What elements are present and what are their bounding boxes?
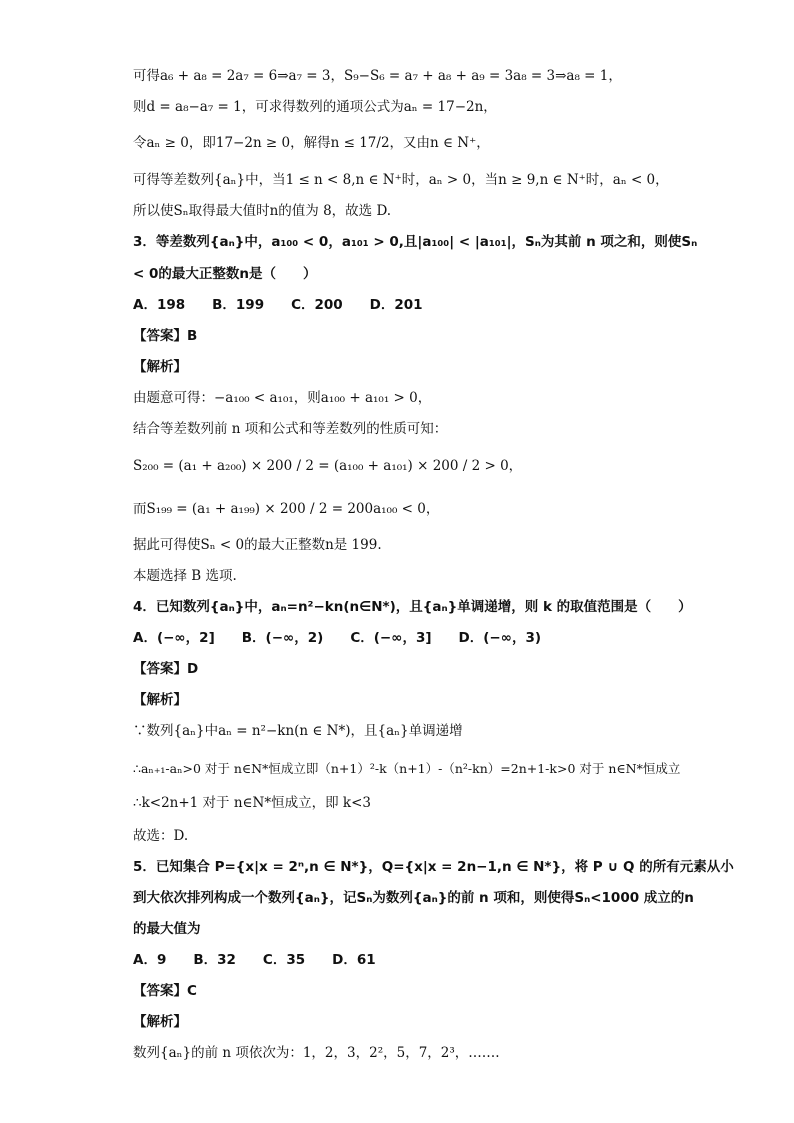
analysis-label: 【解析】 <box>133 692 187 708</box>
question-4-options: A．(−∞，2] B．(−∞，2) C．(−∞，3] D．(−∞，3) <box>133 630 542 646</box>
text-line: 可得a₆ + a₈ = 2a₇ = 6⇒a₇ = 3，S₉−S₆ = a₇ + a₈ + a₉ = 3a₈ = 3⇒a₈ = 1， <box>133 68 622 84</box>
answer-label: 【答案】C <box>133 983 197 999</box>
question-4-stem: 4．已知数列{aₙ}中，aₙ=n²−kn(n∈N*)，且{aₙ}单调递增，则 k 的取值范围是（ ） <box>133 599 692 615</box>
formula-line: S₂₀₀ = (a₁ + a₂₀₀) × 200 / 2 = (a₁₀₀ + a₁₀₁) × 200 / 2 > 0， <box>133 458 523 474</box>
analysis-label: 【解析】 <box>133 359 187 375</box>
question-5-stem-cont: 的最大值为 <box>133 921 201 937</box>
text-line: 所以使Sₙ取得最大值时n的值为 8，故选 D. <box>133 203 392 219</box>
question-5-options: A．9 B．32 C．35 D．61 <box>133 952 376 968</box>
question-3-stem: 3．等差数列{aₙ}中，a₁₀₀ < 0，a₁₀₁ > 0,且|a₁₀₀| < |a₁₀₁|，Sₙ为其前 n 项之和，则使Sₙ <box>133 234 698 250</box>
question-3-options: A．198 B．199 C．200 D．201 <box>133 297 423 313</box>
formula-line: 而S₁₉₉ = (a₁ + a₁₉₉) × 200 / 2 = 200a₁₀₀ < 0， <box>133 501 440 517</box>
text-line: 故选：D. <box>133 828 189 844</box>
text-line: 则d = a₈−a₇ = 1，可求得数列的通项公式为aₙ = 17−2n， <box>133 99 497 115</box>
text-line: ∵数列{aₙ}中aₙ = n²−kn(n ∈ N*)，且{aₙ}单调递增 <box>133 723 463 739</box>
text-line: 据此可得使Sₙ < 0的最大正整数n是 199. <box>133 537 382 553</box>
analysis-label: 【解析】 <box>133 1014 187 1030</box>
text-line: 可得等差数列{aₙ}中，当1 ≤ n < 8,n ∈ N⁺时，aₙ > 0，当n ≥ 9,n ∈ N⁺时，aₙ < 0， <box>133 172 669 188</box>
text-line: 由题意可得：−a₁₀₀ < a₁₀₁，则a₁₀₀ + a₁₀₁ > 0， <box>133 390 432 406</box>
text-line: 结合等差数列前 n 项和公式和等差数列的性质可知： <box>133 421 448 437</box>
answer-label: 【答案】D <box>133 661 199 677</box>
text-line: 令aₙ ≥ 0，即17−2n ≥ 0，解得n ≤ 17/2，又由n ∈ N⁺， <box>133 135 490 151</box>
question-3-stem-cont: < 0的最大正整数n是（ ） <box>133 266 317 282</box>
text-line: 本题选择 B 选项. <box>133 568 237 584</box>
text-line: 数列{aₙ}的前 n 项依次为：1，2，3，2²，5，7，2³，……. <box>133 1045 500 1061</box>
text-line: ∴aₙ₊₁-aₙ>0 对于 n∈N*恒成立即（n+1）²-k（n+1）-（n²-kn）=2n+1-k>0 对于 n∈N*恒成立 <box>133 761 681 776</box>
question-5-stem-cont: 到大依次排列构成一个数列{aₙ}，记Sₙ为数列{aₙ}的前 n 项和，则使得Sₙ<1000 成立的n <box>133 890 694 906</box>
text-line: ∴k<2n+1 对于 n∈N*恒成立，即 k<3 <box>133 795 371 811</box>
answer-label: 【答案】B <box>133 328 198 344</box>
question-5-stem: 5．已知集合 P={x|x = 2ⁿ,n ∈ N*}，Q={x|x = 2n−1,n ∈ N*}，将 P ∪ Q 的所有元素从小 <box>133 859 734 875</box>
